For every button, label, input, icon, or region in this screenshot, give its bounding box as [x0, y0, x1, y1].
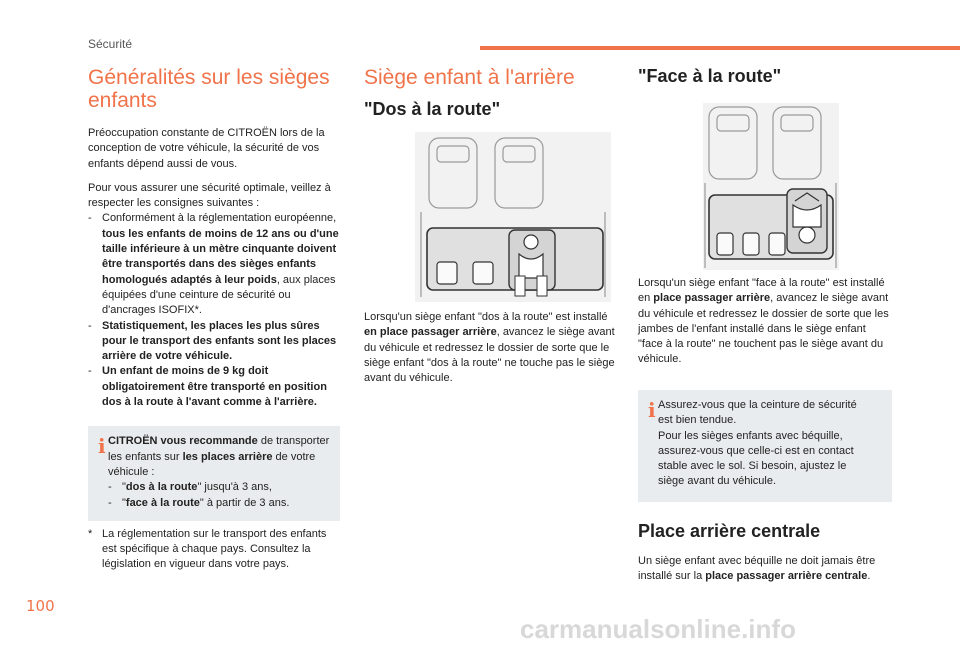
list-item: - "face à la route" à partir de 3 ans. [108, 496, 290, 509]
general-intro: Préoccupation constante de CITROËN lors de la conception de votre véhicule, la sécurité de vos enfants dépend aussi de vous. [88, 127, 325, 170]
center-rear-title: Place arrière centrale [638, 521, 821, 541]
recommendation-note: i CITROËN vous recommande de transporter les enfants sur les places arrière de votre véhicule : - "dos à la route" jusqu'à 3 ans, - "face à la route" à partir de 3 ans. [88, 426, 340, 520]
footnote: * La réglementation sur le transport des enfants est spécifique à chaque pays. Consultez la législation en vigueur dans votre pays. [88, 527, 327, 571]
column-forward-facing [638, 66, 892, 87]
center-rear-block [638, 521, 892, 585]
section-header: Sécurité [88, 37, 133, 51]
seatbelt-note: i Assurez-vous que la ceinture de sécurité est bien tendue. Pour les sièges enfants avec béquille, assurez-vous que celle-ci est en contact stable avec le sol. Si besoin, ajustez le siège avant du véhicule. [638, 390, 892, 502]
page-number: 100 [26, 597, 55, 615]
column-general [88, 66, 340, 573]
general-instructions: Pour vous assurer une sécurité optimale, veillez à respecter les consignes suivantes : [88, 181, 331, 210]
forward-facing-text-block [638, 276, 892, 368]
list-item: - Conformément à la réglementation européenne, tous les enfants de moins de 12 ans ou d'une taille inférieure à un mètre cinquante doivent être transportés dans des sièges enfants homologués adaptés à leur poids, aux places équipées d'une ceinture de sécurité ou d'ancrages ISOFIX*. [88, 212, 339, 317]
forward-facing-text: Lorsqu'un siège enfant "face à la route" est installé en place passager arrière, avancez le siège avant du véhicule et redressez le dossier de sorte que les jambes de l'enfant installé dans le siège enfant "face à la route" ne touchent pas le siège avant du véhicule. [638, 277, 889, 366]
forward-facing-title: "Face à la route" [638, 66, 782, 86]
forward-facing-diagram [703, 103, 839, 270]
watermark: carmanualsonline.info [520, 614, 796, 644]
header-accent-bar [480, 46, 960, 50]
rear-facing-text-block [364, 310, 618, 386]
rear-facing-text: Lorsqu'un siège enfant "dos à la route" est installé en place passager arrière, avancez le siège avant du véhicule et redressez le dossier de sorte que le siège enfant "dos à la route" ne touche pas le siège avant du véhicule. [364, 311, 615, 385]
rear-facing-title: "Dos à la route" [364, 99, 501, 119]
center-rear-text: Un siège enfant avec béquille ne doit jamais être installé sur la place passager arrière centrale. [638, 555, 876, 583]
rear-seat-title: Siège enfant à l'arrière [364, 66, 575, 89]
list-item: - Un enfant de moins de 9 kg doit obligatoirement être transporté en position dos à la route à l'avant comme à l'arrière. [88, 365, 327, 409]
column-rear-child-seat [364, 66, 618, 120]
rear-facing-diagram [415, 132, 611, 302]
general-title: Généralités sur les sièges enfants [88, 66, 330, 112]
list-item: - "dos à la route" jusqu'à 3 ans, [108, 481, 272, 494]
list-item: - Statistiquement, les places les plus sûres pour le transport des enfants sont les places arrière de votre véhicule. [88, 319, 337, 363]
info-icon: i [648, 398, 656, 422]
info-icon: i [98, 434, 106, 459]
